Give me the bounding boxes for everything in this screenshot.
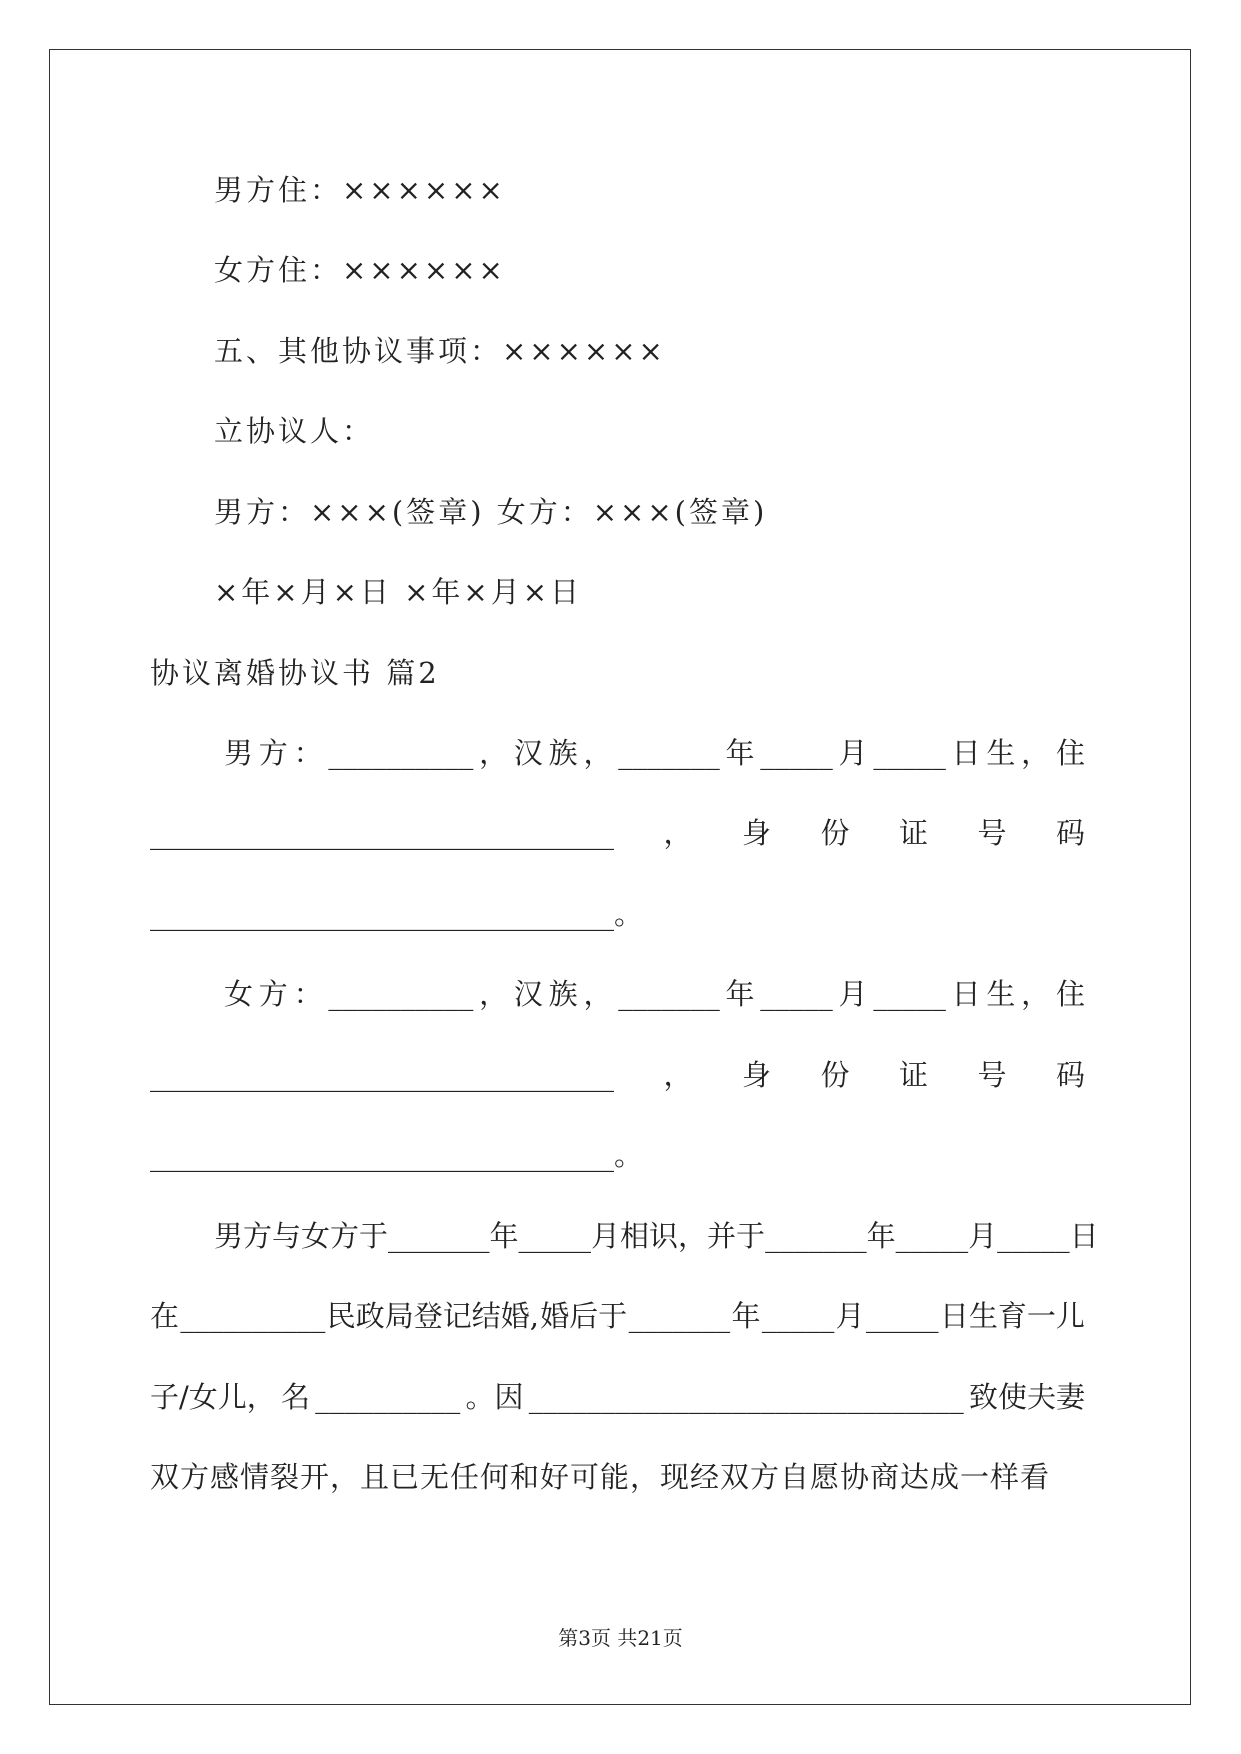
male-info-row: [224, 735, 1085, 771]
text-segment: 年: [489, 1219, 519, 1253]
text-segment: 男: [224, 736, 254, 770]
text-segment: 日: [951, 977, 981, 1011]
text-segment: 号: [977, 1058, 1007, 1092]
page-number: 第3页 共21页: [558, 1626, 683, 1650]
text-segment: ：: [293, 977, 323, 1011]
blank-field: __________: [315, 1380, 461, 1414]
blank-field: __________: [328, 736, 474, 770]
text-segment: ，: [1021, 736, 1051, 770]
blank-field: __________: [328, 977, 474, 1011]
text-segment: ，: [479, 736, 509, 770]
text-segment: 日生育一儿: [939, 1299, 1085, 1333]
text-segment: 码: [1055, 816, 1085, 850]
blank-field: ________________________________: [150, 816, 614, 850]
date-line: ×年×月×日 ×年×月×日: [214, 575, 583, 609]
text-segment: 女: [224, 977, 254, 1011]
male-id-blank-line: ________________________________。: [150, 897, 644, 931]
blank-field: _______: [628, 1299, 731, 1333]
text-segment: ：: [293, 736, 323, 770]
text-segment: 年: [725, 736, 755, 770]
female-id-row: [150, 1057, 1085, 1093]
blank-field: _______: [765, 1219, 867, 1253]
child-row: [150, 1379, 1085, 1415]
text-segment: 月: [838, 736, 868, 770]
text-segment: 生: [986, 977, 1016, 1011]
text-segment: 婚后于: [540, 1299, 628, 1333]
text-segment: 方: [258, 736, 288, 770]
female-id-blank-line: ________________________________。: [150, 1138, 644, 1172]
text-segment: 证: [898, 1058, 928, 1092]
blank-field: _____: [873, 977, 946, 1011]
marriage-row: [150, 1298, 1085, 1334]
male-address-line: 男方住：××××××: [214, 173, 506, 207]
text-segment: ，: [663, 816, 693, 850]
blank-field: _______: [388, 1219, 490, 1253]
text-segment: 身: [741, 816, 771, 850]
section-heading: 协议离婚协议书 篇2: [150, 656, 440, 690]
blank-field: _____: [997, 1219, 1070, 1253]
text-segment: 月: [968, 1219, 998, 1253]
text-segment: 族: [548, 736, 578, 770]
text-segment: 月相识，: [591, 1219, 708, 1253]
text-segment: 号: [977, 816, 1007, 850]
blank-field: _____: [760, 977, 833, 1011]
page-frame: [49, 49, 1191, 1705]
signatories-line: 立协议人：: [214, 414, 375, 448]
signature-line: 男方：×××(签章) 女方：×××(签章): [214, 495, 768, 529]
text-segment: 码: [1055, 1058, 1085, 1092]
text-segment: 男方与女方于: [214, 1219, 389, 1253]
text-segment: ，: [583, 736, 613, 770]
text-segment: ，: [479, 977, 509, 1011]
acquaintance-row: [214, 1218, 1099, 1254]
text-segment: 份: [820, 816, 850, 850]
text-segment: 致使夫妻: [968, 1380, 1085, 1414]
blank-field: _____: [895, 1219, 969, 1253]
text-segment: 身: [741, 1058, 771, 1092]
text-segment: 日: [1069, 1219, 1099, 1253]
text-segment: 日: [951, 736, 981, 770]
female-address-line: 女方住：××××××: [214, 253, 506, 287]
other-agreement-line: 五、其他协议事项：××××××: [214, 334, 666, 368]
text-segment: 汉: [513, 977, 543, 1011]
text-segment: 年: [725, 977, 755, 1011]
blank-field: _____: [760, 736, 833, 770]
text-segment: 月: [838, 977, 868, 1011]
text-segment: 份: [820, 1058, 850, 1092]
text-segment: 方: [258, 977, 288, 1011]
blank-field: _____: [873, 736, 946, 770]
text-segment: 生: [986, 736, 1016, 770]
blank-field: _____: [761, 1299, 835, 1333]
text-segment: 证: [898, 816, 928, 850]
text-segment: 年: [866, 1219, 896, 1253]
text-segment: 汉: [513, 736, 543, 770]
blank-field: ______________________________: [528, 1380, 964, 1414]
blank-field: _____: [518, 1219, 592, 1253]
female-info-row: [224, 976, 1085, 1012]
text-segment: 并于: [707, 1219, 766, 1253]
text-segment: 族: [548, 977, 578, 1011]
text-segment: 住: [1055, 736, 1085, 770]
blank-field: ________________________________: [150, 1058, 614, 1092]
text-segment: ，: [1021, 977, 1051, 1011]
text-segment: 年: [731, 1299, 761, 1333]
text-segment: ，: [663, 1058, 693, 1092]
reason-line: 双方感情裂开，且已无任何和好可能，现经双方自愿协商达成一样看: [150, 1460, 1051, 1494]
text-segment: 月: [835, 1299, 865, 1333]
blank-field: _______: [618, 977, 720, 1011]
text-segment: ，: [583, 977, 613, 1011]
text-segment: 在: [150, 1299, 180, 1333]
text-segment: 住: [1055, 977, 1085, 1011]
blank-field: _______: [618, 736, 720, 770]
text-segment: 。因: [465, 1380, 524, 1414]
blank-field: _____: [866, 1299, 939, 1333]
text-segment: 名: [281, 1380, 311, 1414]
text-segment: 民政局登记结婚,: [326, 1299, 539, 1333]
text-segment: 子/女儿，: [150, 1380, 276, 1414]
male-id-row: [150, 815, 1085, 851]
blank-field: __________: [180, 1299, 326, 1333]
